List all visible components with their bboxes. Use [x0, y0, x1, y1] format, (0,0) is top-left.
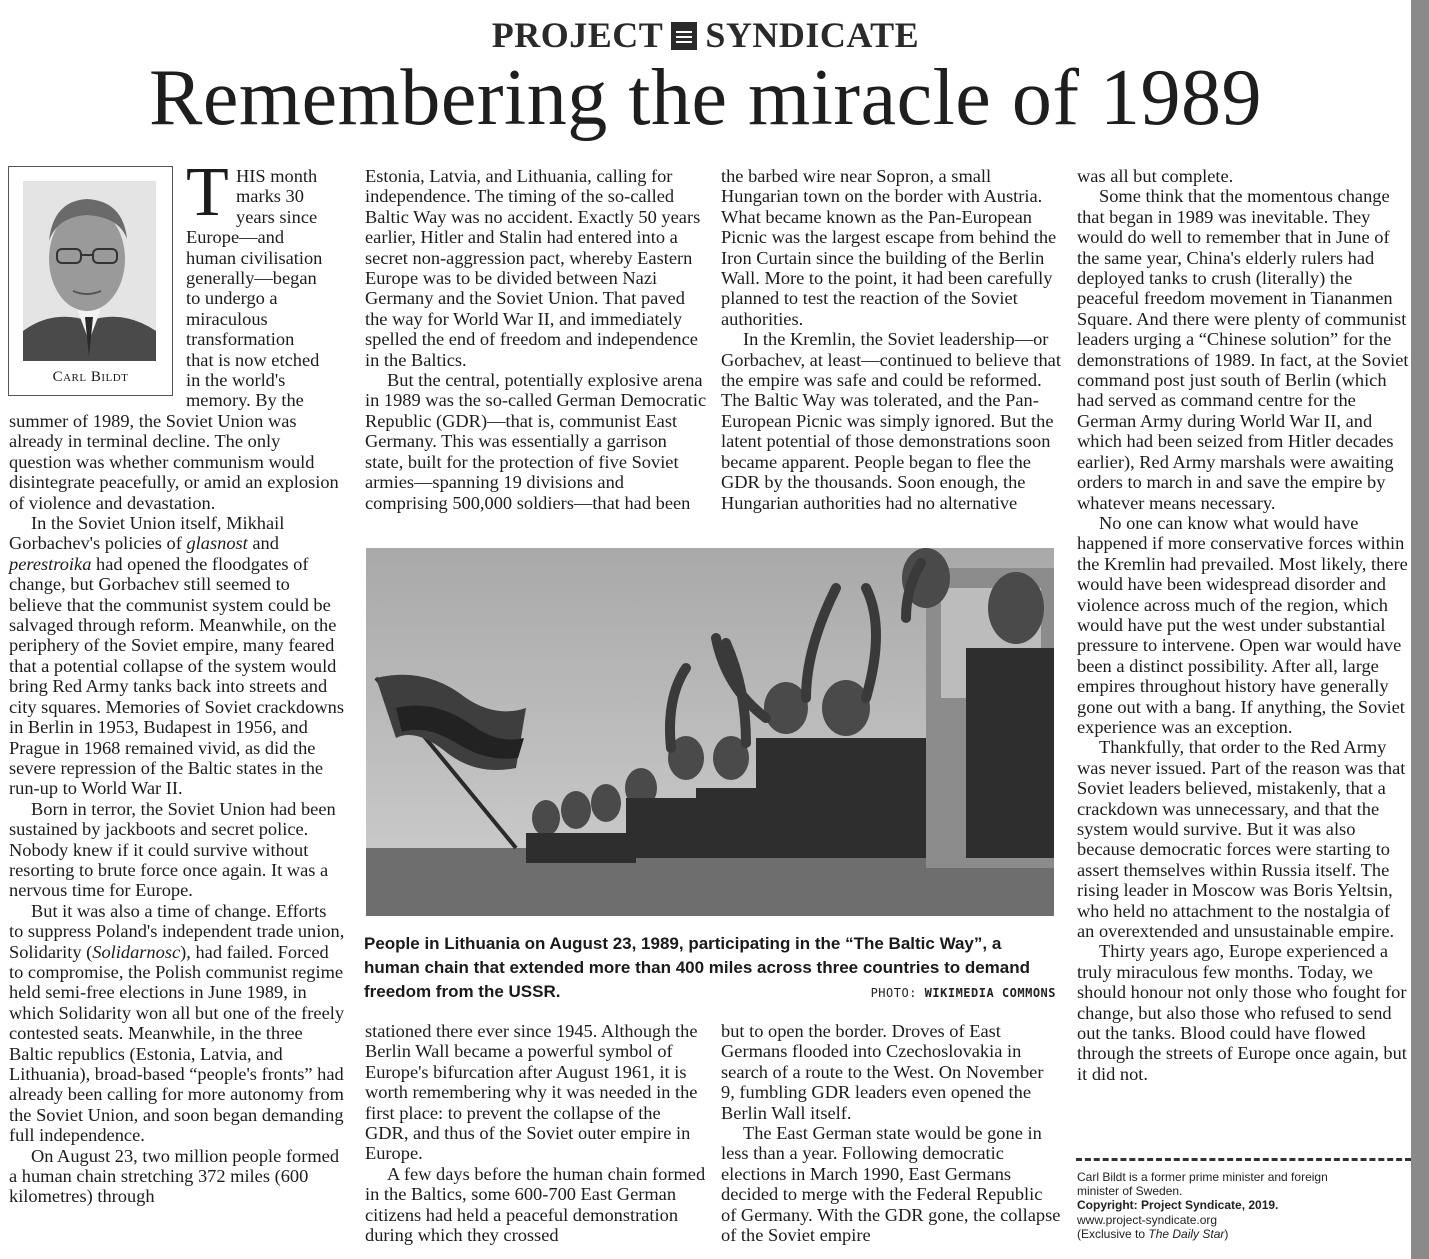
photo-credit: PHOTO: WIKIMEDIA COMMONS [870, 986, 1056, 1000]
photo-caption: People in Lithuania on August 23, 1989, participating in the “The Baltic Way”, a human chain that extended more than 400 miles across three countries to demand freedom from the USSR. [364, 934, 1031, 1001]
paragraph: In the Kremlin, the Soviet leadership—or Gorbachev, at least—continued to believe that the empire was safe and could be reformed. The Baltic Way was tolerated, and the Pan-European Picnic was simply ignored. But the latent potential of those demonstrations soon became apparent. People began to flee the GDR by the thousands. Soon enough, the Hungarian authorities had no alternative [721, 329, 1061, 513]
baltic-way-photo [366, 548, 1054, 916]
author-name: Carl Bildt [52, 369, 129, 385]
author-box [8, 166, 173, 396]
paragraph: In the Soviet Union itself, Mikhail Gorbachev's policies of glasnost and perestroika had opened the floodgates of change, but Gorbachev still seemed to believe that the communist system could be salvaged through reform. Meanwhile, on the periphery of the Soviet empire, many feared that a potential collapse of the system would bring Red Army tanks back into streets and city squares. Memories of Soviet crackdowns in Berlin in 1953, Budapest in 1956, and Prague in 1968 remained vivid, as did the severe repression of the Baltic states in the run-up to World War II. [9, 513, 345, 799]
paragraph: But it was also a time of change. Efforts to suppress Poland's independent trade union, Solidarity (Solidarnosc), had failed. Forced to compromise, the Polish communist regime held semi-free elections in June 1989, in which Solidarity won all but one of the freely contested seats. Meanwhile, in the three Baltic republics (Estonia, Latvia, and Lithuania), broad-based “people's fronts” had already been calling for more autonomy from the Soviet Union, and soon began demanding full independence. [9, 900, 345, 1146]
paragraph: Some think that the momentous change that began in 1989 was inevitable. They would do well to remember that in June of the same year, China's elderly rulers had deployed tanks to crush (literally) the peaceful freedom movement in Tiananmen Square. And there were plenty of communist leaders urging a “Chinese solution” for the demonstrations of 1989. In fact, at the Soviet command post just south of Berlin (which had served as command centre for the German Army during World War II, and which had been seized from Hitler decades earlier), Red Army marshals were awaiting orders to march in and save the empire by whatever means necessary. [1077, 186, 1409, 513]
intro-line: in the world's [186, 370, 286, 391]
paragraph: Thirty years ago, Europe experienced a truly miraculous few months. Today, we should honour not only those who fought for change, but also those who refused to send out the tanks. Blood could have flowed through the streets of Europe once again, but it did not. [1077, 941, 1407, 1084]
column-4 [1077, 166, 1411, 1084]
intro-line: miraculous [186, 308, 268, 329]
exclusive-note: (Exclusive to The Daily Star) [1077, 1226, 1229, 1241]
paragraph: stationed there ever since 1945. Although the Berlin Wall became a powerful symbol of Europe's bifurcation after August 1961, it is worth remembering why it was needed in the first place: to prevent the collapse of the GDR, and thus of the Soviet outer empire in Europe. [365, 1021, 698, 1164]
paragraph: But the central, potentially explosive arena in 1989 was the so-called German Democratic Republic (GDR)—that is, communist East Germany. This was essentially a garrison state, built for the protection of five Soviet armies—spanning 19 divisions and comprising 500,000 soldiers—that had been [365, 370, 707, 513]
paragraph: summer of 1989, the Soviet Union was already in terminal decline. The only question was whether communism would disintegrate peacefully, or amid an explosion of violence and devastation. [9, 411, 339, 513]
paragraph: No one can know what would have happened if more conservative forces within the Kremlin had prevailed. Most likely, there would have been widespread disorder and violence across much of the region, which would have put the west under substantial pressure to intervene. Open war would have been a distinct possibility. After all, large empires throughout history have generally gone out with a bang. If anything, the Soviet experience was an exception. [1077, 512, 1408, 737]
copyright: Copyright: Project Syndicate, 2019. [1077, 1198, 1279, 1213]
intro-line: that is now etched [186, 349, 320, 370]
paragraph: the barbed wire near Sopron, a small Hungarian town on the border with Austria. What became known as the Pan-European Picnic was the largest escape from behind the Iron Curtain since the building of the Berlin Wall. More to the point, it had been carefully planned to test the reaction of the Soviet authorities. [721, 166, 1057, 329]
paragraph: The East German state would be gone in less than a year. Following democratic elections in March 1990, East Germans decided to merge with the Federal Republic of Germany. With the GDR gone, the collapse of the Soviet empire [721, 1123, 1061, 1246]
drop-cap: T [186, 154, 229, 231]
intro-line: memory. By the [186, 390, 304, 411]
column-2-bottom [365, 1021, 707, 1245]
intro-line: HIS month [236, 166, 318, 186]
intro-line: marks 30 [236, 186, 304, 207]
brand-right: SYNDICATE [705, 15, 920, 55]
masthead [0, 14, 1411, 56]
author-portrait [23, 181, 156, 361]
intro-line: generally—began [186, 268, 317, 289]
intro-line: Europe—and [186, 227, 285, 248]
column-2-top [365, 166, 707, 513]
bio-line: Carl Bildt is a former prime minister and foreign [1077, 1170, 1328, 1184]
intro-line: to undergo a [186, 288, 278, 309]
headline: Remembering the miracle of 1989 [149, 54, 1262, 142]
paragraph: Thankfully, that order to the Red Army was never issued. Part of the reason was that Soviet leaders believed, mistakenly, that a crackdown was unnecessary, and that the system would survive. But it was also because democratic forces were starting to assert themselves within Russia itself. The rising leader in Moscow was Boris Yeltsin, who held no attachment to the nostalgia of an overextended and unsustainable empire. [1077, 737, 1406, 942]
intro-line: years since [236, 206, 318, 227]
paragraph: but to open the border. Droves of East Germans flooded into Czechoslovakia in search of a route to the West. On November 9, fumbling GDR leaders even opened the Berlin Wall itself. [721, 1021, 1044, 1123]
intro-line: transformation [186, 329, 295, 350]
author-bio [1077, 1170, 1407, 1241]
column-1-intro [186, 166, 346, 411]
paragraph: On August 23, two million people formed a human chain stretching 372 miles (600 kilometres) through [9, 1145, 340, 1207]
paragraph: Born in terror, the Soviet Union had been sustained by jackboots and secret police. Nobody knew if it could survive without resorting to brute force once again. It was a nervous time for Europe. [9, 798, 336, 901]
paragraph: A few days before the human chain formed in the Baltics, some 600-700 East German citizens had held a peaceful demonstration during which they crossed [365, 1163, 706, 1246]
syndicate-logo-icon [671, 22, 697, 50]
column-1-body [9, 411, 345, 1207]
paragraph: Estonia, Latvia, and Lithuania, calling for independence. The timing of the so-called Baltic Way was no accident. Exactly 50 years earlier, Hitler and Stalin had entered into a secret non-aggression pact, whereby Eastern Europe was to be divided between Nazi Germany and the Soviet Union. That paved the way for World War II, and immediately spelled the end of freedom and independence in the Baltics. [365, 166, 701, 370]
brand-left: PROJECT [491, 15, 664, 55]
divider [1076, 1158, 1411, 1161]
column-3-top [721, 166, 1061, 513]
column-3-bottom [721, 1021, 1061, 1245]
page-edge-shadow [1411, 0, 1429, 1259]
website-link[interactable]: www.project-syndicate.org [1077, 1212, 1218, 1227]
intro-line: human civilisation [186, 247, 323, 268]
author-portrait-image [23, 181, 156, 361]
paragraph: was all but complete. [1077, 166, 1234, 186]
baltic-way-photo-image [366, 548, 1054, 916]
bio-line: minister of Sweden. [1077, 1184, 1183, 1199]
